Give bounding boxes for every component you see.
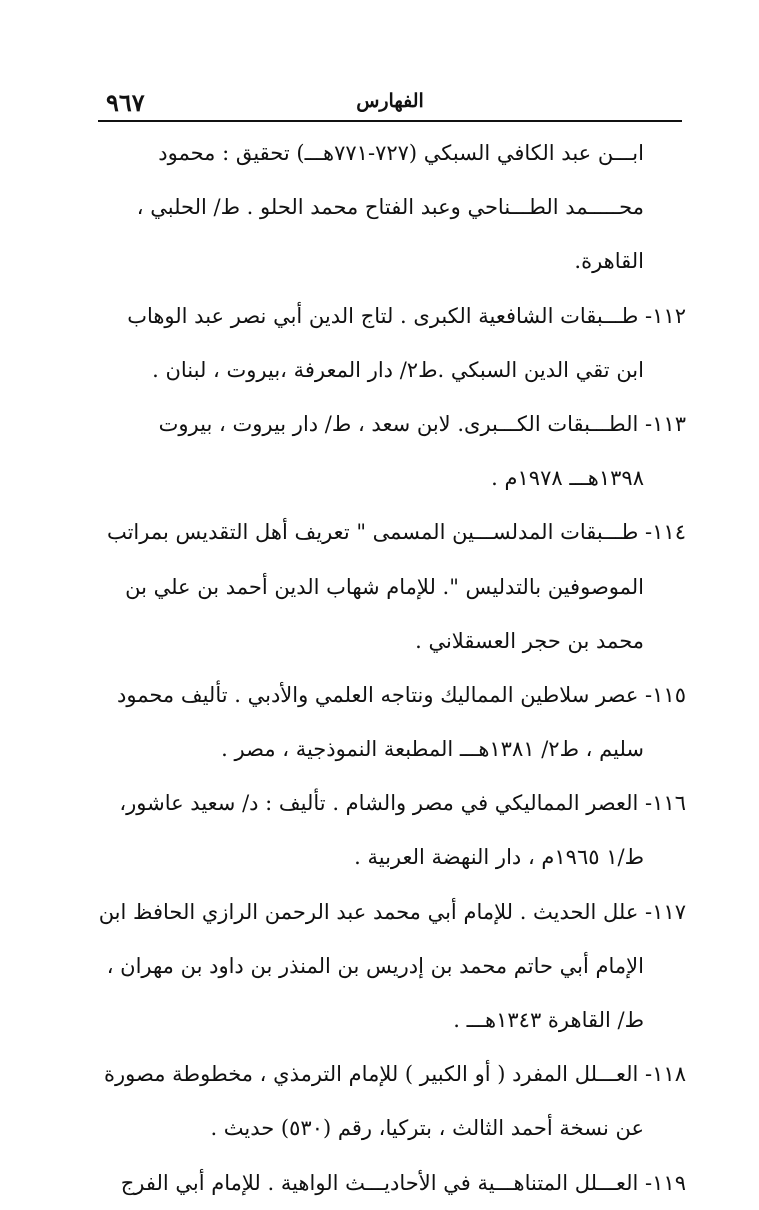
page-number: ٩٦٧	[106, 88, 145, 117]
entry-116-first-line: ١١٦- العصر المماليكي في مصر والشام . تأليف : د/ سعيد عاشور،	[119, 791, 686, 816]
text-line: ط/ القاهرة ١٣٤٣هـــ .	[453, 1008, 644, 1032]
entry-113-first-line: ١١٣- الطـــبقات الكـــبرى. لابن سعد ، ط/ دار بيروت ، بيروت	[158, 411, 686, 436]
text-line: الموصوفين بالتدليس ". للإمام شهاب الدين أحمد بن علي بن	[125, 574, 644, 599]
text-line: محمد بن حجر العسقلاني .	[415, 628, 644, 653]
text-line: الإمام أبي حاتم محمد بن إدريس بن المنذر بن داود بن مهران ،	[106, 953, 644, 978]
entry-112-first-line: ١١٢- طـــبقات الشافعية الكبرى . لتاج الدين أبي نصر عبد الوهاب	[127, 303, 686, 328]
bibliography-list	[96, 126, 686, 1210]
text-line: ابن تقي الدين السبكي .ط٢/ دار المعرفة ،بيروت ، لبنان .	[152, 357, 644, 382]
text-line: القاهرة.	[574, 249, 644, 274]
text-line: محـــــمد الطـــناحي وعبد الفتاح محمد الحلو . ط/ الحلبي ،	[136, 195, 644, 220]
entry-114-first-line: ١١٤- طـــبقات المدلســـين المسمى " تعريف أهل التقديس بمراتب	[106, 520, 686, 545]
text-line: ابـــن عبد الكافي السبكي (٧٢٧-٧٧١هـــ) تحقيق : محمود	[158, 141, 644, 165]
text-line: عن نسخة أحمد الثالث ، بتركيا، رقم (٥٣٠) حديث .	[210, 1116, 644, 1141]
entry-117-first-line: ١١٧- علل الحديث . للإمام أبي محمد عبد الرحمن الرازي الحافظ ابن	[98, 899, 686, 924]
text-line: سليم ، ط٢/ ١٣٨١هـــ المطبعة النموذجية ، مصر .	[221, 737, 644, 762]
text-line: ١٣٩٨هـــ ١٩٧٨م .	[491, 466, 644, 491]
entry-118-first-line: ١١٨- العـــلل المفرد ( أو الكبير ) للإمام الترمذي ، مخطوطة مصورة	[104, 1062, 686, 1087]
entry-119-first-line: ١١٩- العـــلل المتناهـــية في الأحاديـــث الواهية . للإمام أبي الفرج	[120, 1170, 686, 1195]
text-line: ط/١ ١٩٦٥م ، دار النهضة العربية .	[354, 845, 644, 870]
running-title: الفهارس	[356, 90, 424, 112]
page-header	[98, 86, 682, 122]
entry-115-first-line: ١١٥- عصر سلاطين المماليك ونتاجه العلمي والأدبي . تأليف محمود	[117, 682, 686, 707]
